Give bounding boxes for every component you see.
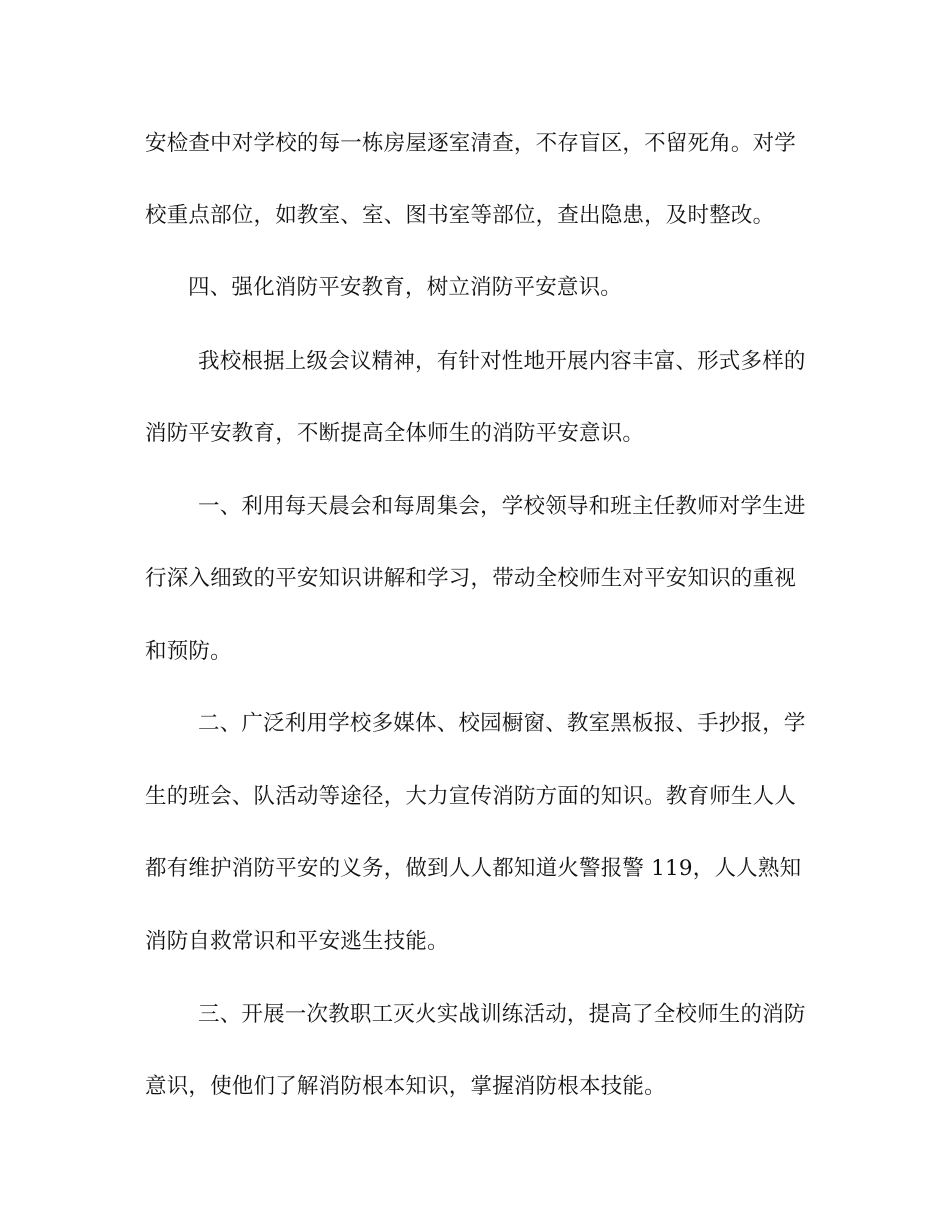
paragraph-line: 安检查中对学校的每一栋房屋逐室清查，不存盲区，不留死角。对学: [145, 131, 797, 156]
paragraph-line: 消防自救常识和平安逃生技能。: [145, 929, 449, 954]
paragraph-line: 二、广泛利用学校多媒体、校园橱窗、教室黑板报、手抄报，学: [198, 711, 806, 736]
paragraph-line: 我校根据上级会议精神，有针对性地开展内容丰富、形式多样的: [198, 349, 806, 374]
paragraph-line: 意识，使他们了解消防根本知识，掌握消防根本技能。: [145, 1074, 666, 1099]
paragraph-line: 都有维护消防平安的义务，做到人人都知道火警报警 119，人人熟知: [145, 856, 802, 881]
paragraph-line: 生的班会、队活动等途径，大力宣传消防方面的知识。教育师生人人: [145, 784, 797, 809]
section-heading: 四、强化消防平安教育，树立消防平安意识。: [188, 275, 623, 300]
paragraph-line: 一、利用每天晨会和每周集会，学校领导和班主任教师对学生进: [198, 494, 806, 519]
paragraph-line: 校重点部位，如教室、室、图书室等部位，查出隐患，及时整改。: [145, 203, 775, 228]
paragraph-line: 三、开展一次教职工灭火实战训练活动，提高了全校师生的消防: [198, 1002, 806, 1027]
paragraph-line: 和预防。: [145, 639, 232, 664]
paragraph-line: 行深入细致的平安知识讲解和学习，带动全校师生对平安知识的重视: [145, 566, 797, 591]
paragraph-line: 消防平安教育，不断提高全体师生的消防平安意识。: [145, 421, 645, 446]
